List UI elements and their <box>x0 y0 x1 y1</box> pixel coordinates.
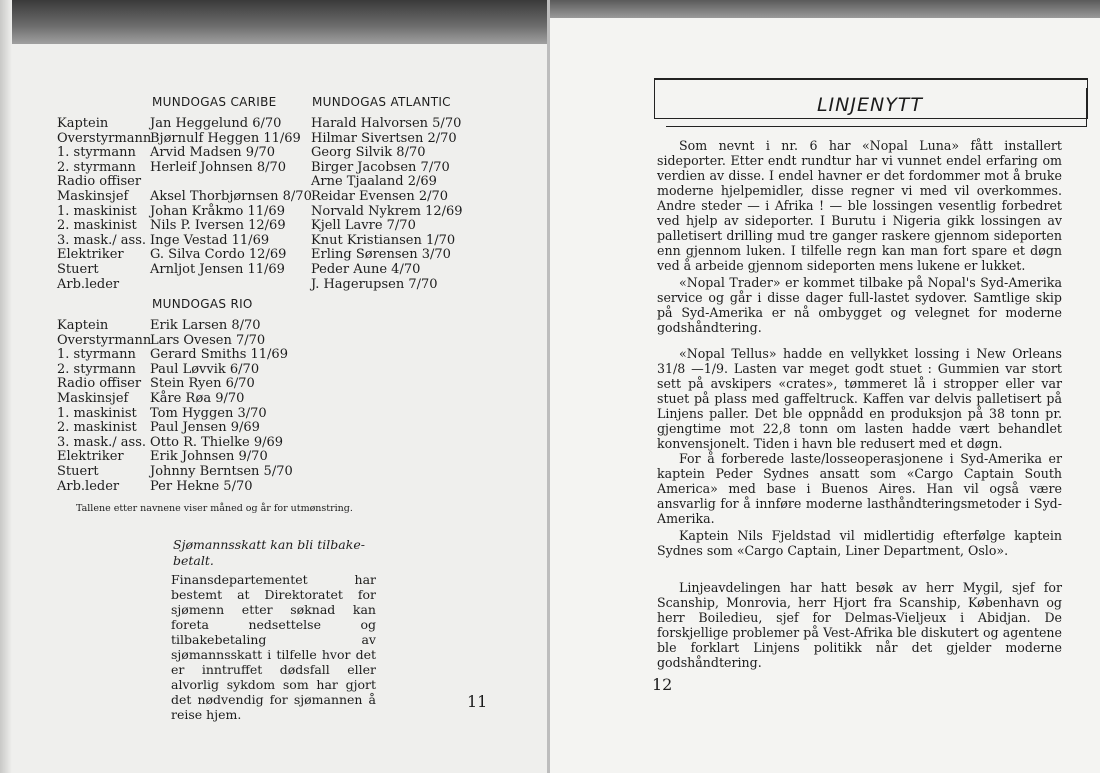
crew-name: Inge Vestad 11/69 <box>150 232 270 248</box>
article-subtitle: Sjømannsskatt kan bli tilbake-betalt. <box>173 537 365 568</box>
crew-name: Knut Kristiansen 1/70 <box>311 232 456 248</box>
crew-role: 2. styrmann <box>57 361 136 377</box>
caribe-roles <box>57 117 151 292</box>
crew-name: Johnny Berntsen 5/70 <box>150 463 293 479</box>
crew-role: 1. maskinist <box>57 203 137 219</box>
crew-role: Overstyrmann <box>57 332 152 348</box>
crew-name: Erik Larsen 8/70 <box>150 318 261 333</box>
news-paragraph: «Nopal Trader» er kommet tilbake på Nopal's Syd-Amerika service og går i disse dager full-lastet sydover. Samtlige skip på Syd-Amerika er nå ombygget og velegnet for moderne godshåndtering. <box>657 275 1062 335</box>
rio-roles <box>57 319 151 494</box>
news-paragraph: Linjeavdelingen har hatt besøk av herr Mygil, sjef for Scanship, Monrovia, herr Hjort fra Scanship, København og herr Boiledieu, sjef for Delmas-Vieljeux i Abidjan. De forskjellige problemer på Vest-Afrika ble diskutert og agentene ble forklart Linjens politikk når det gjelder moderne godshåndtering. <box>657 580 1062 670</box>
news-paragraph: Som nevnt i nr. 6 har «Nopal Luna» fått installert sideporter. Etter endt rundtur har vi vunnet endel erfaring om verdien av disse. I endel havner er det fordommer mot å bruke moderne hjelpemidler, disse regner vi med vil overkommes. Andre steder — i Afrika ! — ble lossingen vesentlig forbedret ved hjelp av sideporter. I Burutu i Nigeria gikk lossingen av palletisert drilling mud tre ganger raskere gjennom sideporten enn gjennom luken. I tilfelle regn kan man fort spare et døgn ved å arbeide gjennom sideporten mens lukene er lukket. <box>657 138 1062 273</box>
crew-name: Jan Heggelund 6/70 <box>150 116 282 131</box>
crew-role: Arb.leder <box>57 276 120 292</box>
news-paragraph: «Nopal Tellus» hadde en vellykket lossing i New Orleans 31/8 —1/9. Lasten var meget godt stuet : Gummien var stort sett på avskipers «crates», tømmeret lå i stropper eller var stuet på plass med gaffeltruck. Kaffen var delvis palletisert på Linjens paller. Det ble oppnådd en produksjon på 38 tonn pr. gjengtime mot 22,8 tonn om lasten hadde vært behandlet konvensjonelt. Tiden i havn ble redusert med et døgn. <box>657 346 1062 451</box>
caribe-names <box>150 117 312 292</box>
crew-name: Tom Hyggen 3/70 <box>150 405 267 421</box>
crew-role: 2. maskinist <box>57 218 137 234</box>
crew-name <box>150 175 312 190</box>
crew-role: 1. maskinist <box>57 405 137 421</box>
crew-role: 1. styrmann <box>57 347 136 363</box>
crew-name: J. Hagerupsen 7/70 <box>311 276 438 292</box>
footnote: Tallene etter navnene viser måned og år for utmønstring. <box>76 503 353 514</box>
rio-heading: MUNDOGAS RIO <box>152 297 253 311</box>
crew-name: Paul Jensen 9/69 <box>150 420 260 436</box>
crew-role: 3. mask./ ass. <box>57 232 147 248</box>
left-page <box>0 0 547 773</box>
crew-name: Reidar Evensen 2/70 <box>311 188 449 204</box>
crew-name: Erik Johnsen 9/70 <box>150 449 268 465</box>
scan-shadow-top <box>0 0 547 44</box>
crew-role: Elektriker <box>57 247 124 263</box>
crew-role: Kaptein <box>57 318 109 333</box>
crew-name: Paul Løvvik 6/70 <box>150 361 260 377</box>
page-number: 12 <box>652 675 673 694</box>
atlantic-heading: MUNDOGAS ATLANTIC <box>312 95 451 109</box>
crew-name: Otto R. Thielke 9/69 <box>150 434 284 450</box>
crew-name: Bjørnulf Heggen 11/69 <box>150 130 301 146</box>
crew-role: 2. maskinist <box>57 420 137 436</box>
crew-role: 2. styrmann <box>57 159 136 175</box>
article-paragraph: Finansdepartementet har bestemt at Direktoratet for sjømenn etter søknad kan foreta nedsettelse og tilbakebetaling av sjømannsskatt i tilfelle hvor det er inntruffet dødsfall eller alvorlig sykdom som har gjort det nødvendig for sjømannen å reise hjem. <box>171 572 376 722</box>
crew-name: Arne Tjaaland 2/69 <box>311 174 437 190</box>
crew-role: 1. styrmann <box>57 145 136 161</box>
crew-role: Maskinsjef <box>57 390 129 406</box>
news-paragraph: For å forberede laste/losseoperasjonene i Syd-Amerika er kaptein Peder Sydnes ansatt som «Cargo Captain South America» med base i Buenos Aires. Han vil også være ansvarlig for å innføre moderne lasthåndteringsmetoder i Syd-Amerika. <box>657 451 1062 526</box>
crew-role: Arb.leder <box>57 478 120 494</box>
crew-role: Radio offiser <box>57 376 142 392</box>
crew-name <box>150 278 312 293</box>
crew-name: Stein Ryen 6/70 <box>150 376 255 392</box>
page-number: 11 <box>467 692 488 711</box>
crew-name: Kjell Lavre 7/70 <box>311 218 416 234</box>
crew-name: Harald Halvorsen 5/70 <box>311 116 462 131</box>
crew-name: Norvald Nykrem 12/69 <box>311 203 463 219</box>
crew-name: Kåre Røa 9/70 <box>150 390 245 406</box>
crew-role: Stuert <box>57 261 99 277</box>
crew-name: G. Silva Cordo 12/69 <box>150 247 287 263</box>
crew-name: Arvid Madsen 9/70 <box>150 145 276 161</box>
crew-name: Peder Aune 4/70 <box>311 261 421 277</box>
crew-name: Georg Silvik 8/70 <box>311 145 426 161</box>
section-title: LINJENYTT <box>816 94 924 116</box>
crew-role: Elektriker <box>57 449 124 465</box>
crew-role: Kaptein <box>57 116 109 131</box>
crew-name: Nils P. Iversen 12/69 <box>150 218 286 234</box>
rio-names <box>150 319 293 494</box>
scan-shadow-top <box>550 0 1100 18</box>
scan-spine-shadow <box>0 0 12 773</box>
crew-name: Per Hekne 5/70 <box>150 478 253 494</box>
crew-role: Overstyrmann <box>57 130 152 146</box>
crew-name: Hilmar Sivertsen 2/70 <box>311 130 457 146</box>
crew-role: Radio offiser <box>57 174 142 190</box>
news-paragraph: Kaptein Nils Fjeldstad vil midlertidig efterfølge kaptein Sydnes som «Cargo Captain, Liner Department, Oslo». <box>657 528 1062 558</box>
atlantic-names <box>311 117 463 292</box>
crew-name: Johan Kråkmo 11/69 <box>150 203 285 219</box>
crew-name: Lars Ovesen 7/70 <box>150 332 266 348</box>
crew-name: Gerard Smiths 11/69 <box>150 347 288 363</box>
crew-name: Birger Jacobsen 7/70 <box>311 159 450 175</box>
crew-role: 3. mask./ ass. <box>57 434 147 450</box>
crew-name: Herleif Johnsen 8/70 <box>150 159 287 175</box>
crew-role: Maskinsjef <box>57 188 129 204</box>
crew-name: Erling Sørensen 3/70 <box>311 247 451 263</box>
crew-role: Stuert <box>57 463 99 479</box>
caribe-heading: MUNDOGAS CARIBE <box>152 95 277 109</box>
crew-name: Aksel Thorbjørnsen 8/70 <box>150 188 312 204</box>
crew-name: Arnljot Jensen 11/69 <box>150 261 285 277</box>
